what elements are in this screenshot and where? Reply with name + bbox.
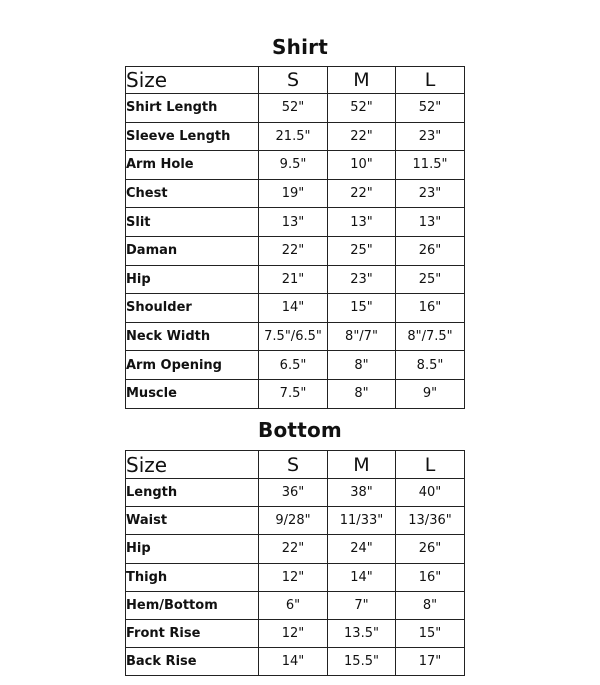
- cell-size-s: 7.5"/6.5": [259, 322, 328, 351]
- table-row: [126, 563, 465, 591]
- cell-size-s: 22": [259, 236, 328, 265]
- table-row: [126, 535, 465, 563]
- row-label: Hip: [126, 265, 259, 294]
- table-row: [126, 648, 465, 676]
- cell-size-l: 8": [396, 591, 465, 619]
- shirt-header-m: M: [328, 67, 396, 94]
- row-label: Length: [126, 479, 259, 507]
- cell-size-l: 52": [396, 94, 465, 123]
- bottom-header-row: [126, 451, 465, 479]
- cell-size-s: 12": [259, 563, 328, 591]
- cell-size-s: 9/28": [259, 507, 328, 535]
- bottom-header-size: Size: [126, 451, 259, 479]
- table-row: [126, 236, 465, 265]
- cell-size-m: 13": [328, 208, 396, 237]
- cell-size-m: 8"/7": [328, 322, 396, 351]
- cell-size-m: 22": [328, 179, 396, 208]
- cell-size-s: 21.5": [259, 122, 328, 151]
- table-row: [126, 379, 465, 408]
- table-row: [126, 294, 465, 323]
- row-label: Shoulder: [126, 294, 259, 323]
- row-label: Sleeve Length: [126, 122, 259, 151]
- bottom-table-body: [126, 451, 465, 676]
- cell-size-s: 6.5": [259, 351, 328, 380]
- cell-size-m: 15": [328, 294, 396, 323]
- table-row: [126, 265, 465, 294]
- bottom-header-s: S: [259, 451, 328, 479]
- cell-size-m: 8": [328, 351, 396, 380]
- table-row: [126, 322, 465, 351]
- row-label: Back Rise: [126, 648, 259, 676]
- shirt-header-l: L: [396, 67, 465, 94]
- bottom-size-table: [125, 450, 465, 676]
- cell-size-s: 52": [259, 94, 328, 123]
- cell-size-m: 23": [328, 265, 396, 294]
- row-label: Chest: [126, 179, 259, 208]
- shirt-size-table: [125, 66, 465, 409]
- cell-size-l: 17": [396, 648, 465, 676]
- table-row: [126, 619, 465, 647]
- cell-size-m: 14": [328, 563, 396, 591]
- cell-size-s: 13": [259, 208, 328, 237]
- cell-size-m: 52": [328, 94, 396, 123]
- table-row: [126, 591, 465, 619]
- row-label: Shirt Length: [126, 94, 259, 123]
- cell-size-s: 14": [259, 648, 328, 676]
- row-label: Front Rise: [126, 619, 259, 647]
- table-row: [126, 507, 465, 535]
- cell-size-m: 8": [328, 379, 396, 408]
- cell-size-l: 8"/7.5": [396, 322, 465, 351]
- cell-size-l: 26": [396, 236, 465, 265]
- table-row: [126, 122, 465, 151]
- cell-size-s: 22": [259, 535, 328, 563]
- shirt-table-body: [126, 67, 465, 409]
- cell-size-s: 9.5": [259, 151, 328, 180]
- row-label: Daman: [126, 236, 259, 265]
- cell-size-l: 13": [396, 208, 465, 237]
- table-row: [126, 479, 465, 507]
- row-label: Arm Opening: [126, 351, 259, 380]
- row-label: Slit: [126, 208, 259, 237]
- cell-size-l: 16": [396, 294, 465, 323]
- cell-size-l: 16": [396, 563, 465, 591]
- table-row: [126, 208, 465, 237]
- cell-size-m: 24": [328, 535, 396, 563]
- cell-size-l: 15": [396, 619, 465, 647]
- cell-size-m: 13.5": [328, 619, 396, 647]
- row-label: Thigh: [126, 563, 259, 591]
- bottom-section-title: Bottom: [258, 418, 342, 442]
- row-label: Hem/Bottom: [126, 591, 259, 619]
- cell-size-l: 8.5": [396, 351, 465, 380]
- table-row: [126, 151, 465, 180]
- row-label: Hip: [126, 535, 259, 563]
- cell-size-m: 11/33": [328, 507, 396, 535]
- cell-size-l: 13/36": [396, 507, 465, 535]
- cell-size-l: 25": [396, 265, 465, 294]
- cell-size-l: 11.5": [396, 151, 465, 180]
- bottom-header-l: L: [396, 451, 465, 479]
- cell-size-l: 26": [396, 535, 465, 563]
- cell-size-m: 22": [328, 122, 396, 151]
- row-label: Arm Hole: [126, 151, 259, 180]
- cell-size-s: 19": [259, 179, 328, 208]
- row-label: Muscle: [126, 379, 259, 408]
- cell-size-s: 36": [259, 479, 328, 507]
- row-label: Neck Width: [126, 322, 259, 351]
- cell-size-m: 7": [328, 591, 396, 619]
- cell-size-l: 23": [396, 122, 465, 151]
- table-row: [126, 351, 465, 380]
- cell-size-s: 12": [259, 619, 328, 647]
- cell-size-m: 10": [328, 151, 396, 180]
- bottom-header-m: M: [328, 451, 396, 479]
- cell-size-l: 40": [396, 479, 465, 507]
- cell-size-s: 6": [259, 591, 328, 619]
- cell-size-m: 25": [328, 236, 396, 265]
- shirt-header-size: Size: [126, 67, 259, 94]
- shirt-header-row: [126, 67, 465, 94]
- cell-size-m: 15.5": [328, 648, 396, 676]
- cell-size-s: 14": [259, 294, 328, 323]
- cell-size-l: 23": [396, 179, 465, 208]
- shirt-header-s: S: [259, 67, 328, 94]
- cell-size-l: 9": [396, 379, 465, 408]
- cell-size-s: 7.5": [259, 379, 328, 408]
- cell-size-s: 21": [259, 265, 328, 294]
- table-row: [126, 94, 465, 123]
- shirt-section-title: Shirt: [272, 35, 328, 59]
- table-row: [126, 179, 465, 208]
- cell-size-m: 38": [328, 479, 396, 507]
- row-label: Waist: [126, 507, 259, 535]
